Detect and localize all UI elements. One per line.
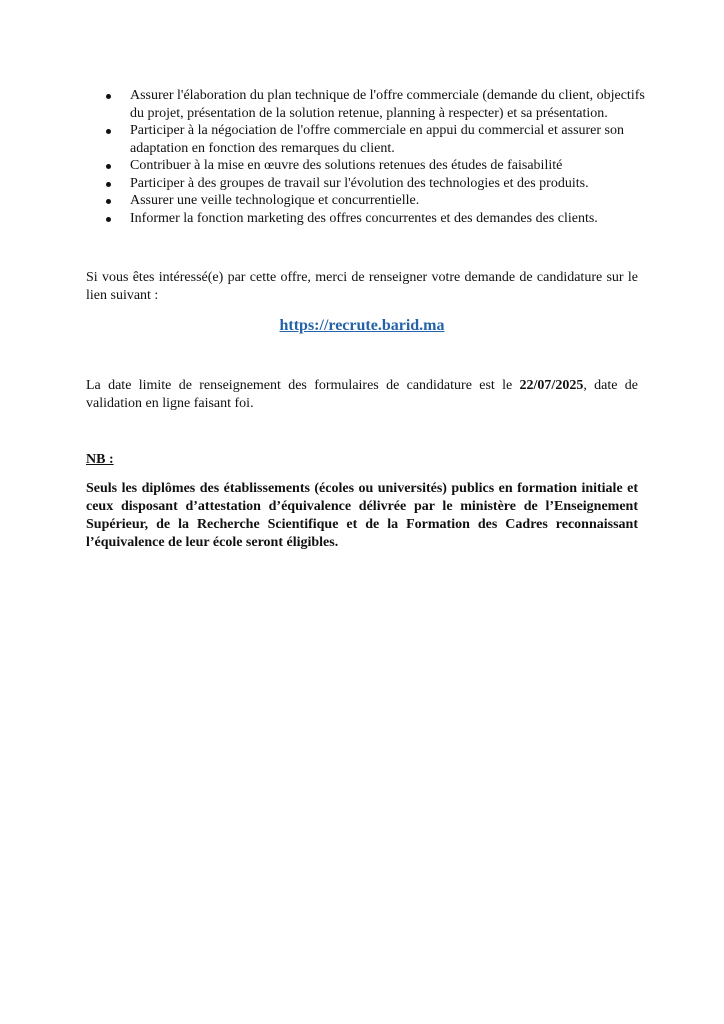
application-link-container	[0, 316, 724, 336]
list-item	[86, 210, 646, 228]
bullet-icon	[106, 129, 111, 134]
interest-paragraph: Si vous êtes intéressé(e) par cette offre, merci de renseigner votre demande de candidature sur le lien suivant :	[86, 270, 638, 303]
nb-heading: NB :	[86, 452, 114, 467]
nb-paragraph: Seuls les diplômes des établissements (écoles ou universités) publics en formation initiale et ceux disposant d’attestation d’équivalence délivrée par le ministère de l’Enseignement Supérieur, de la Recherche Scientifique et de la Formation des Cadres reconnaissant l’équivalence de leur école seront éligibles.	[86, 481, 638, 550]
bullet-icon	[106, 94, 111, 99]
bullet-icon	[106, 217, 111, 222]
list-item	[86, 157, 646, 175]
deadline-date: 22/07/2025	[519, 378, 584, 393]
list-item	[86, 192, 646, 210]
list-item-text: Contribuer à la mise en œuvre des solutions retenues des études de faisabilité	[130, 158, 563, 173]
list-item	[86, 87, 646, 122]
list-item	[86, 175, 646, 193]
deadline-text-before: La date limite de renseignement des formulaires de candidature est le	[86, 378, 520, 393]
deadline-text-after: , date de validation en ligne faisant foi.	[86, 378, 639, 411]
bullet-icon	[106, 182, 111, 187]
list-item-text: Assurer l'élaboration du plan technique de l'offre commerciale (demande du client, objectifs du projet, présentation de la solution retenue, planning à respecter) et sa présentation.	[130, 88, 645, 121]
application-link[interactable]: https://recrute.barid.ma	[279, 317, 445, 334]
bullet-icon	[106, 199, 111, 204]
list-item	[86, 122, 646, 157]
deadline-paragraph	[86, 377, 638, 413]
responsibilities-list	[86, 87, 646, 227]
list-item-text: Informer la fonction marketing des offres concurrentes et des demandes des clients.	[130, 210, 598, 226]
list-item-text: Participer à des groupes de travail sur l'évolution des technologies et des produits.	[130, 175, 589, 191]
bullet-icon	[106, 164, 111, 169]
list-item-text: Participer à la négociation de l'offre commerciale en appui du commercial et assurer son adaptation en fonction des remarques du client.	[130, 123, 625, 156]
list-item-text: Assurer une veille technologique et concurrentielle.	[130, 193, 420, 208]
